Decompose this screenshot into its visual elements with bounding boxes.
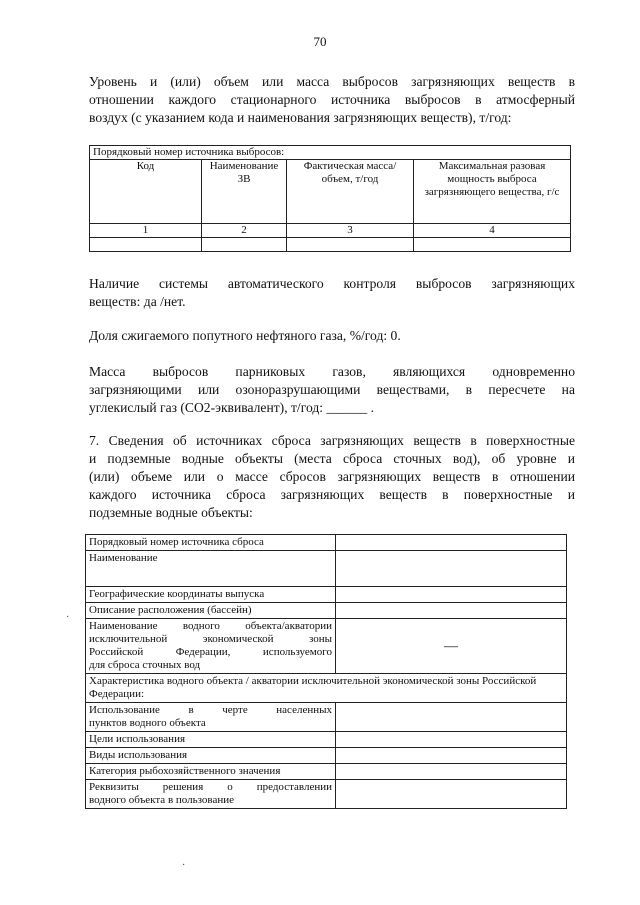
row-label: Географические координаты выпуска: [86, 587, 336, 603]
intro-line: воздух (с указанием кода и наименования загрязняющих веществ), т/год:: [89, 110, 512, 125]
discharge-source-table: [85, 534, 567, 809]
row-label: Цели использования: [86, 732, 336, 748]
auto-control-text: [89, 275, 575, 311]
greenhouse-text: [89, 363, 575, 417]
decision-line: водного объекта в пользование: [89, 794, 234, 806]
row-value: [336, 732, 567, 748]
page-number: 70: [313, 34, 327, 49]
scan-speck: ·: [66, 612, 70, 623]
header-code: Код: [90, 160, 202, 224]
decision-label: [86, 780, 336, 809]
row-value: [336, 587, 567, 603]
row-value: [336, 703, 567, 732]
column-number: 1: [90, 224, 202, 238]
greenhouse-line: загрязняющими или озоноразрушающими веществами, в пересчете на: [89, 382, 575, 397]
section7-line: и подземные водные объекты (места сброса сточных вод), об уровне и: [89, 451, 575, 466]
water-body-line: Российской Федерации, используемого: [89, 646, 332, 658]
section7-text: [89, 432, 575, 522]
column-number: 4: [414, 224, 571, 238]
usage-label: [86, 703, 336, 732]
characteristic-row: Характеристика водного объекта / акватории исключительной экономической зоны Российской Федерации:: [86, 674, 567, 703]
auto-control-line: веществ: да /нет.: [89, 294, 186, 309]
water-body-line: для сброса сточных вод: [89, 659, 201, 671]
water-body-value: —: [336, 619, 567, 674]
row-label: Порядковый номер источника сброса: [86, 535, 336, 551]
decision-line: Реквизиты решения о предоставлении: [89, 781, 332, 793]
section7-line: подземные водные объекты:: [89, 505, 253, 520]
greenhouse-line: Масса выбросов парниковых газов, являющихся одновременно: [89, 364, 575, 379]
greenhouse-line: углекислый газ (СО2-эквивалент), т/год: ______ .: [89, 400, 375, 415]
usage-line: пунктов водного объекта: [89, 717, 206, 729]
intro-line: Уровень и (или) объем или масса выбросов загрязняющих веществ в: [89, 74, 575, 89]
section7-line: 7. Сведения об источниках сброса загрязняющих веществ в поверхностные: [89, 433, 575, 448]
row-label: Виды использования: [86, 748, 336, 764]
header-substance-name: Наименование ЗВ: [202, 160, 287, 224]
empty-cell: [90, 238, 202, 252]
emissions-table: [89, 145, 571, 252]
section7-line: каждого источника сброса загрязняющих веществ в поверхностные и: [89, 487, 575, 502]
row-value: [336, 764, 567, 780]
column-number: 3: [287, 224, 414, 238]
row-label: Описание расположения (бассейн): [86, 603, 336, 619]
water-body-line: Наименование водного объекта/акватории: [89, 620, 332, 632]
row-value: [336, 780, 567, 809]
empty-cell: [287, 238, 414, 252]
row-label: Наименование: [86, 551, 336, 587]
row-value: [336, 603, 567, 619]
header-max-power: Максимальная разовая мощность выброса загрязняющего вещества, г/с: [414, 160, 571, 224]
auto-control-line: Наличие системы автоматического контроля выбросов загрязняющих: [89, 276, 575, 291]
column-number: 2: [202, 224, 287, 238]
row-label: Категория рыбохозяйственного значения: [86, 764, 336, 780]
water-body-line: исключительной экономической зоны: [89, 633, 332, 645]
scan-speck: ·: [182, 860, 186, 871]
empty-cell: [414, 238, 571, 252]
water-body-label: [86, 619, 336, 674]
emissions-intro: [89, 73, 575, 127]
gas-share-text: Доля сжигаемого попутного нефтяного газа, %/год: 0.: [89, 328, 401, 343]
header-actual-mass: Фактическая масса/объем, т/год: [287, 160, 414, 224]
usage-line: Использование в черте населенных: [89, 704, 332, 716]
intro-line: отношении каждого стационарного источника выбросов в атмосферный: [89, 92, 575, 107]
source-number-row: Порядковый номер источника выбросов:: [90, 146, 571, 160]
empty-cell: [202, 238, 287, 252]
row-value: [336, 748, 567, 764]
row-value: [336, 551, 567, 587]
row-value: [336, 535, 567, 551]
section7-line: (или) объеме или о массе сбросов загрязняющих веществ в отношении: [89, 469, 575, 484]
